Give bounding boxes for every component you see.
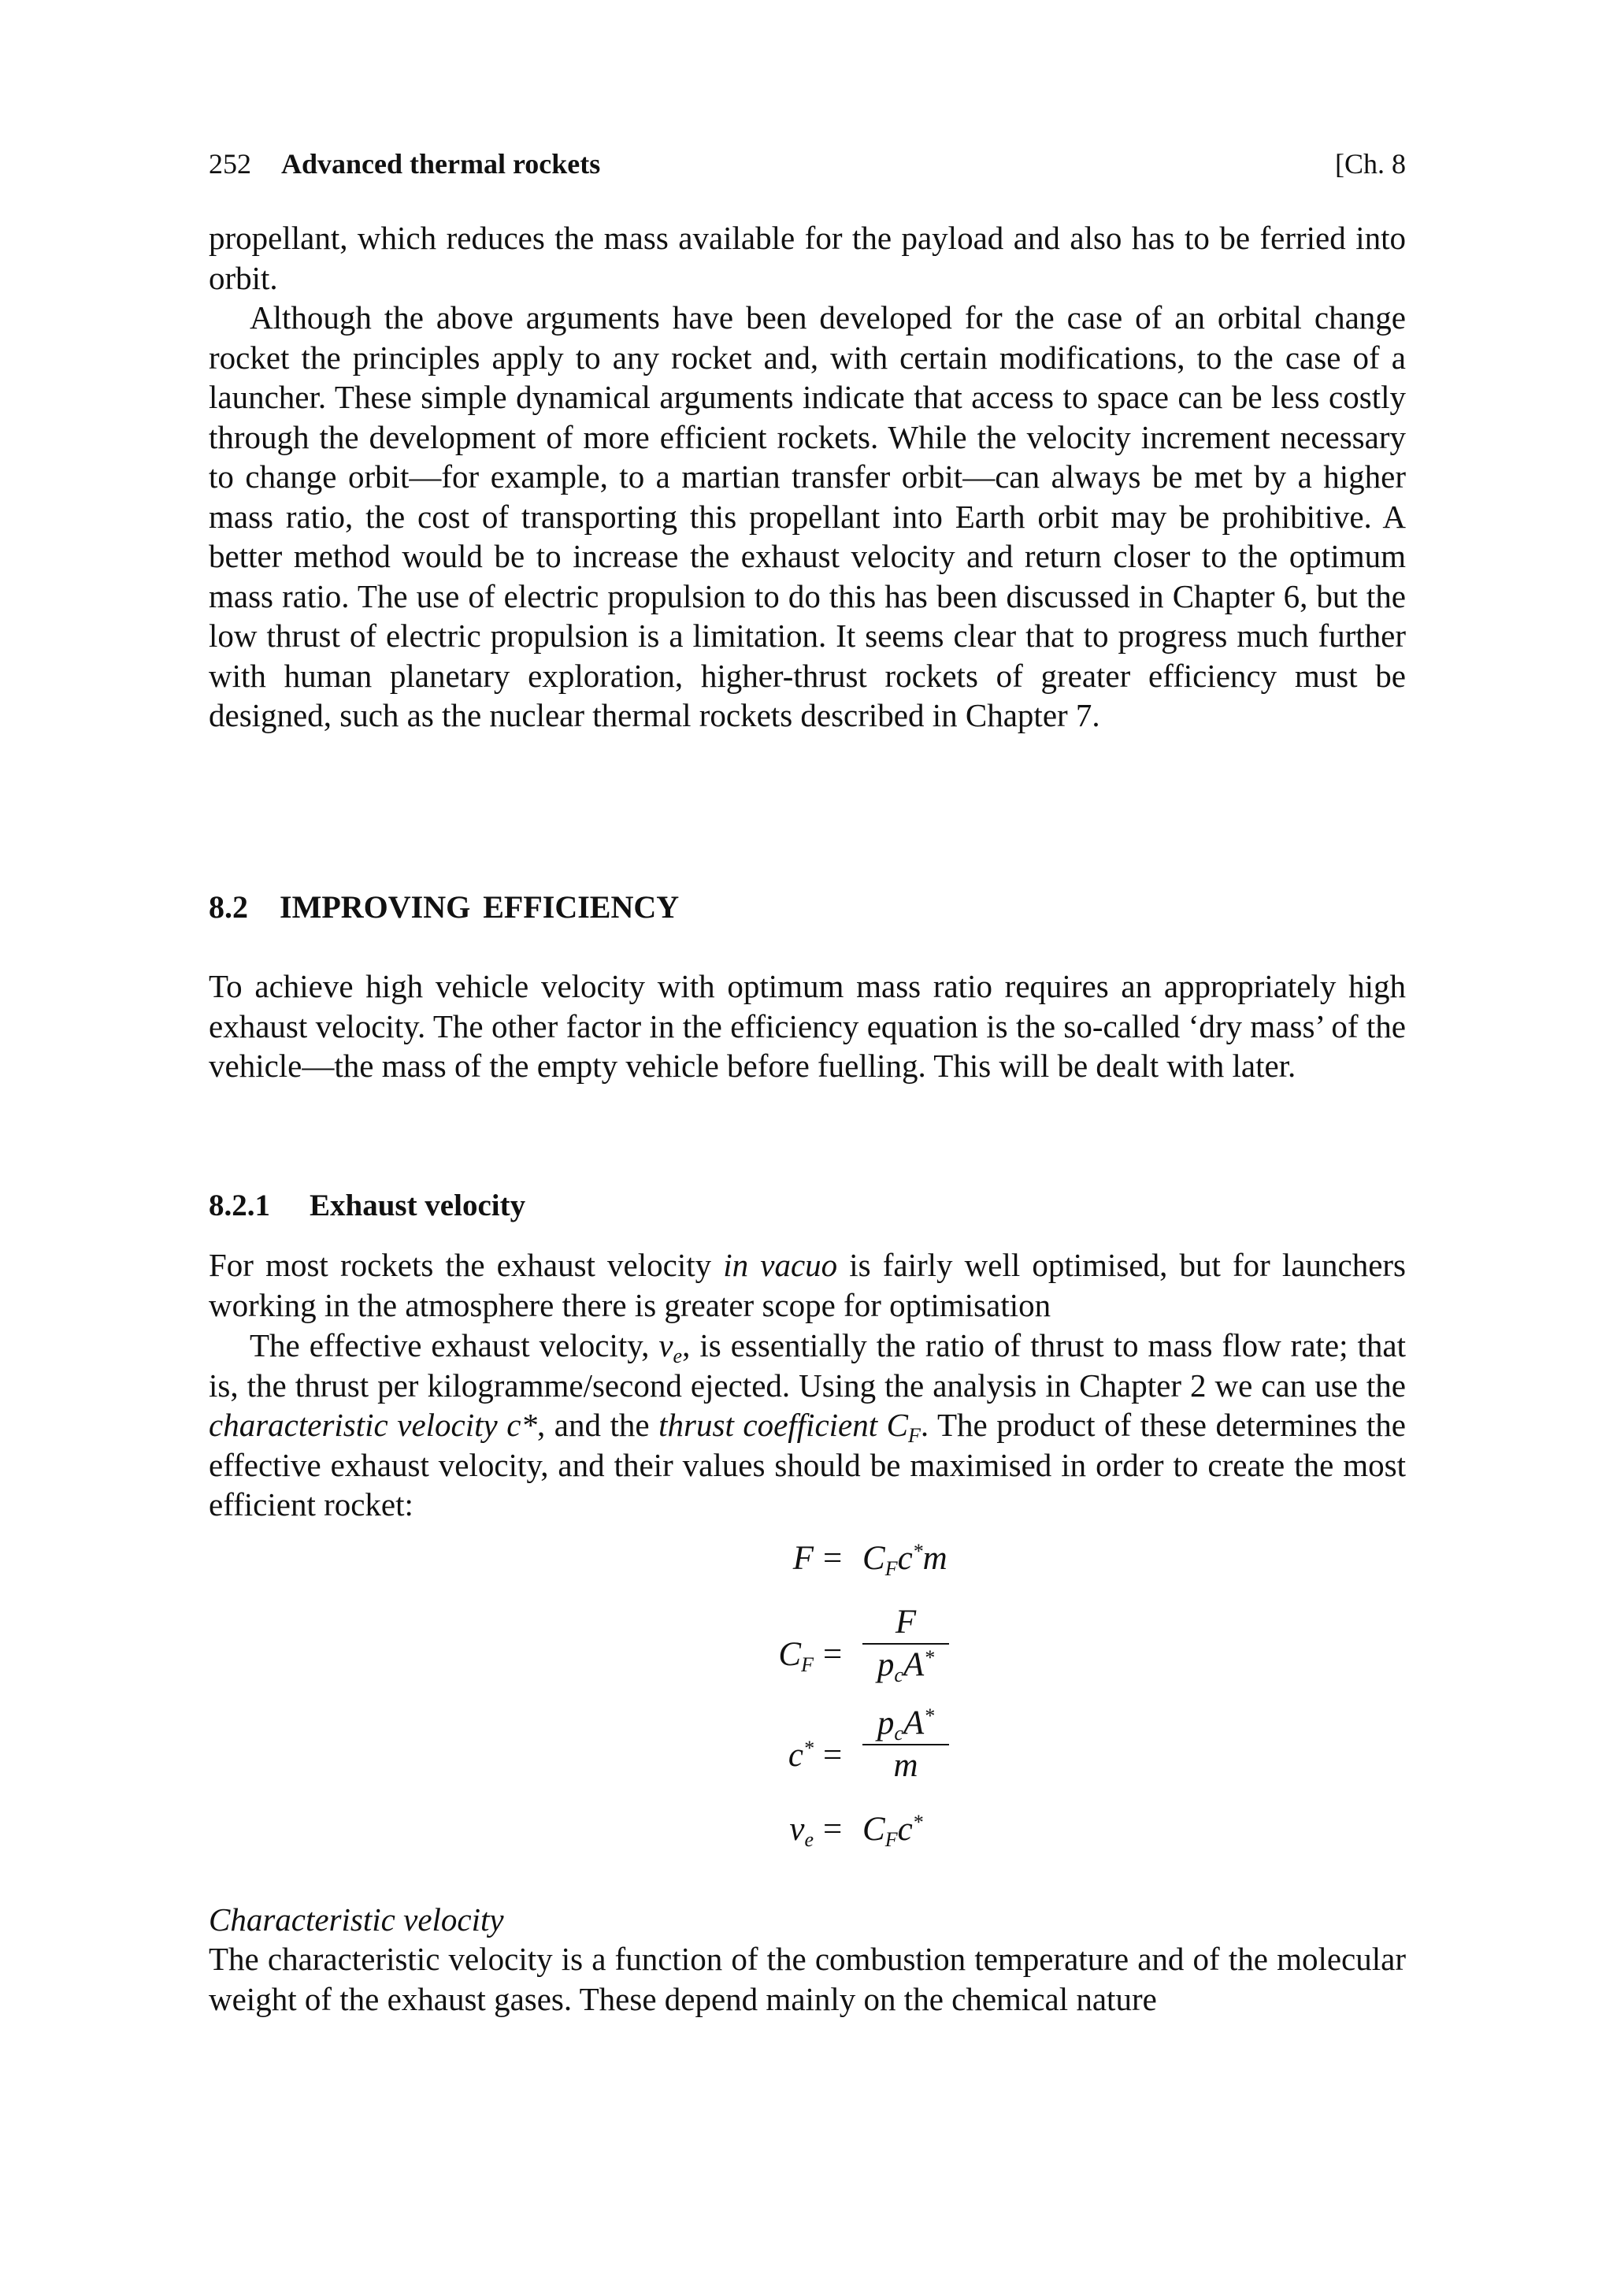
equation-effective-exhaust-velocity: $v_e$ = $C_Fc^*$ <box>789 1811 923 1851</box>
running-title: Advanced thermal rockets <box>281 148 601 180</box>
paragraph-improving-efficiency: To achieve high vehicle velocity with optimum mass ratio requires an appropriately high exhaust velocity. The other factor in the efficiency equation is the so-called ‘dry mass’ of the vehicle—the mass of the empty vehicle before fuelling. This will be dealt with later. <box>209 968 1406 1084</box>
term-characteristic-velocity: characteristic velocity c* <box>209 1407 537 1443</box>
section-title: IMPROVING EFFICIENCY <box>280 889 680 925</box>
page-number: 252 <box>209 148 251 180</box>
paragraph-orbital-arguments: Although the above arguments have been developed for the case of an orbital change rocket the principles apply to any rocket and, with certain modifications, to the case of a launcher. These simple dynamical arguments indicate that access to space can be less costly through the development of more efficient rockets. While the velocity increment necessary to change orbit—for example, to a martian transfer orbit—can always be met by a higher mass ratio, the cost of transporting this propellant into Earth orbit may be prohibitive. A better method would be to increase the exhaust velocity and return closer to the optimum mass ratio. The use of electric propulsion to do this has been discussed in Chapter 6, but the low thrust of electric propulsion is a limitation. It seems clear that to progress much further with human planetary exploration, higher-thrust rockets of greater efficiency must be designed, such as the nuclear thermal rockets described in Chapter 7. <box>209 299 1406 733</box>
symbol-ve: $v_e$ <box>658 1327 683 1367</box>
subsection-title: Exhaust velocity <box>310 1189 526 1222</box>
italic-in-vacuo: in vacuo <box>723 1247 838 1283</box>
section-number: 8.2 <box>209 889 248 925</box>
term-thrust-coefficient: thrust coefficient $C_F$ <box>658 1407 921 1447</box>
chapter-label: [Ch. 8 <box>1335 148 1406 180</box>
equation-characteristic-velocity: c* = $p_cA^*$ m <box>705 1703 1099 1797</box>
equation-thrust: F = $C_Fc^*m$ <box>792 1540 947 1580</box>
paragraph-continuation: propellant, which reduces the mass available for the payload and also has to be ferried into orbit. <box>209 220 1406 296</box>
paragraph-characteristic-velocity: The characteristic velocity is a function of the combustion temperature and of the molecular weight of the exhaust gases. These depend mainly on the chemical nature <box>209 1941 1406 2017</box>
section-heading <box>209 887 679 928</box>
equation-thrust-coefficient: $C_F$ = F $p_cA^*$ <box>705 1602 1099 1697</box>
subsubsection-heading: Characteristic velocity <box>209 1901 504 1938</box>
subsection-number: 8.2.1 <box>209 1189 270 1222</box>
paragraph-exhaust-velocity: For most rockets the exhaust velocity in vacuo is fairly well optimised, but for launchers working in the atmosphere there is greater scope for optimisation <box>209 1247 1406 1323</box>
running-head <box>209 144 1406 184</box>
subsection-heading <box>209 1185 525 1226</box>
paragraph-effective-exhaust-velocity: The effective exhaust velocity, $v_e$, is essentially the ratio of thrust to mass flow rate; that is, the thrust per kilogramme/second ejected. Using the analysis in Chapter 2 we can use the characteristic velocity c*, and the thrust coefficient $C_F$. The product of these determines the effective exhaust velocity, and their values should be maximised in order to create the most efficient rocket: <box>209 1327 1407 1523</box>
